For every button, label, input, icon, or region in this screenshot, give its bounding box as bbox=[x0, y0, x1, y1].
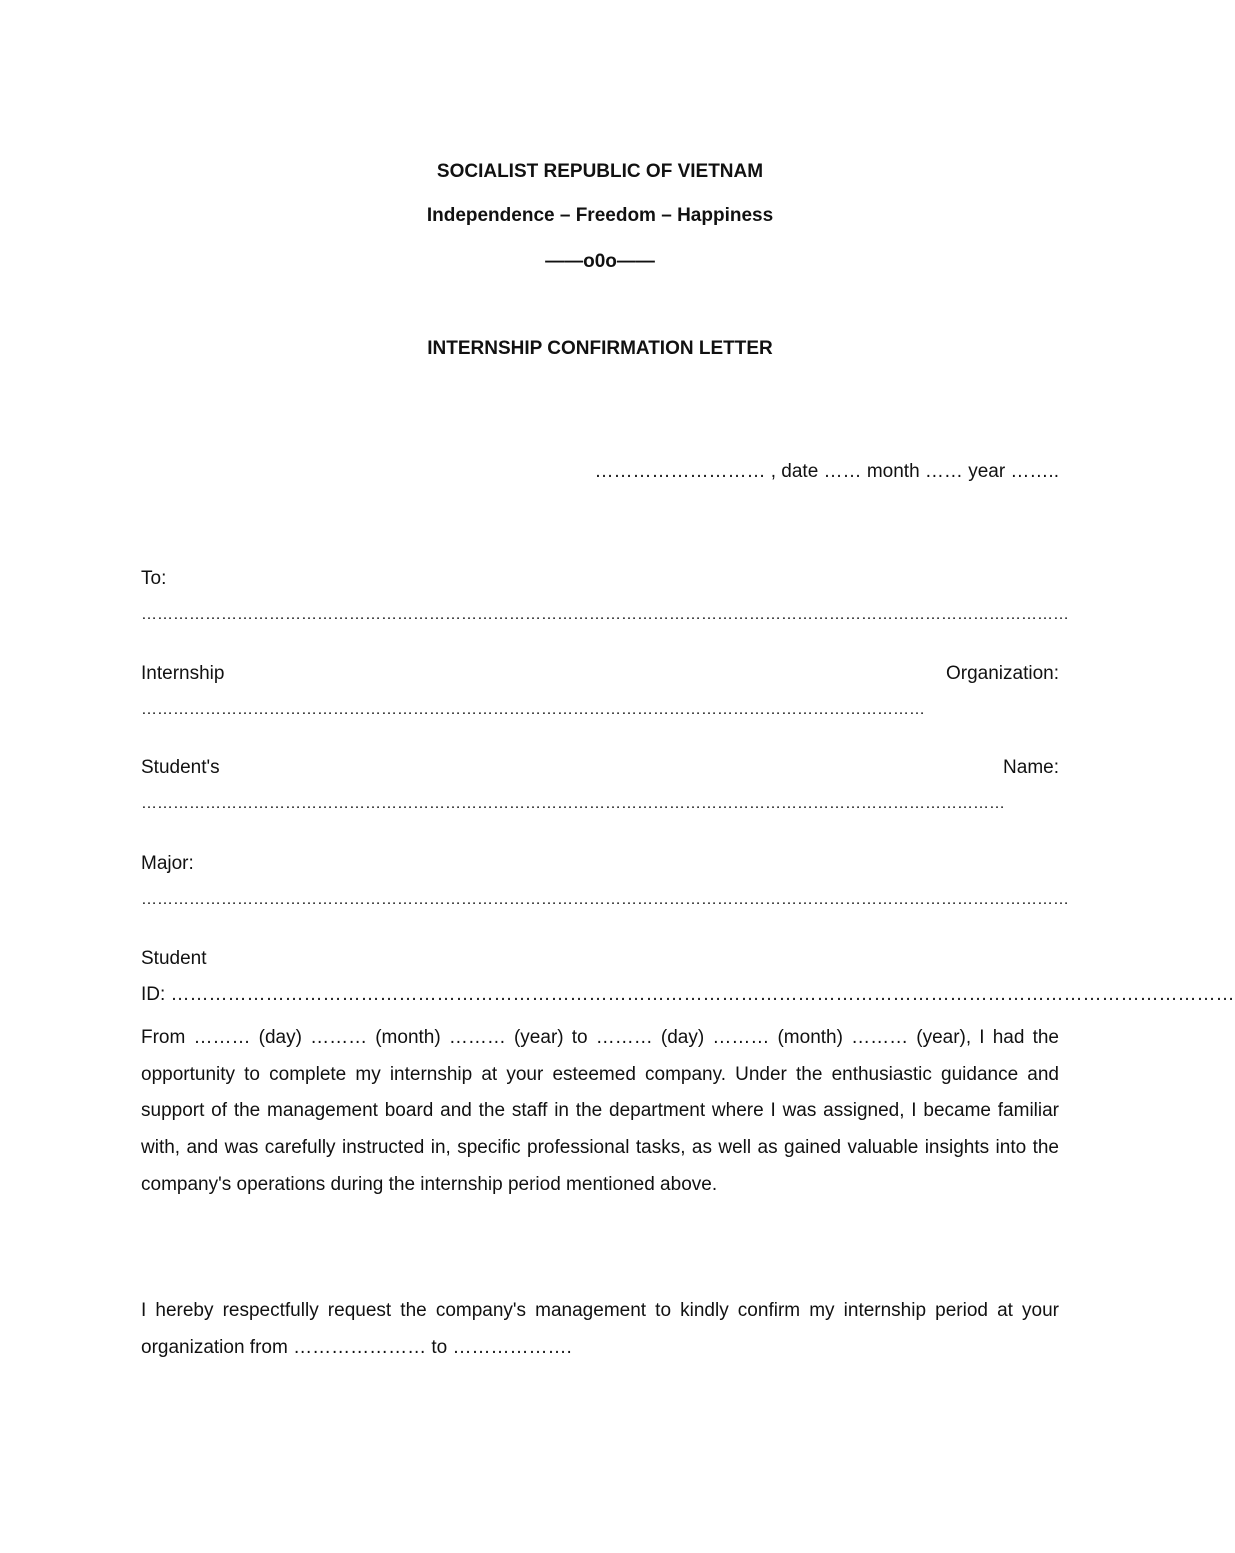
org-label-row bbox=[141, 663, 1059, 685]
internship-paragraph: From ……… (day) ……… (month) ……… (year) to ……… (day) ……… (month) ……… (year), I had the opportunity to complete my internship at your esteemed company. Under the enthusiastic guidance and support of the management board and the staff in the department where I was assigned, I became familiar with, and was carefully instructed in, specific professional tasks, as well as gained valuable insights into the company's operations during the internship period mentioned above. bbox=[141, 1027, 1059, 1195]
date-line: ……………………… , date …… month …… year …….. bbox=[594, 461, 1059, 482]
org-label-left: Internship bbox=[141, 663, 225, 684]
name-label-right: Name: bbox=[1003, 757, 1059, 778]
org-field: ………………………………………………………………………………………………………………………………… bbox=[141, 701, 925, 718]
org-label-right: Organization: bbox=[945, 663, 1059, 684]
to-label: To: bbox=[141, 568, 167, 589]
name-field: ……………………………………………………………………………………………………………………………………………… bbox=[141, 795, 1005, 812]
major-field: ………………………………………………………………………………………………………………………………………………………… bbox=[141, 891, 1069, 908]
name-label-left: Student's bbox=[141, 757, 220, 778]
country-heading: SOCIALIST REPUBLIC OF VIETNAM bbox=[436, 161, 764, 182]
motto-heading: Independence – Freedom – Happiness bbox=[426, 205, 774, 226]
ornament-divider: ——o0o—— bbox=[545, 251, 655, 272]
to-field: ………………………………………………………………………………………………………………………………………………………… bbox=[141, 606, 1069, 623]
student-id-label: Student bbox=[141, 948, 207, 969]
name-label-row bbox=[141, 757, 1059, 779]
letter-title: INTERNSHIP CONFIRMATION LETTER bbox=[427, 338, 773, 359]
request-paragraph: I hereby respectfully request the company's management to kindly confirm my internship period at your organization from ………………… to ………………. bbox=[141, 1300, 1059, 1358]
major-label: Major: bbox=[141, 853, 194, 874]
student-id-field: ID: …………………………………………………………………………………………………………………………………………………… bbox=[141, 984, 1235, 1005]
